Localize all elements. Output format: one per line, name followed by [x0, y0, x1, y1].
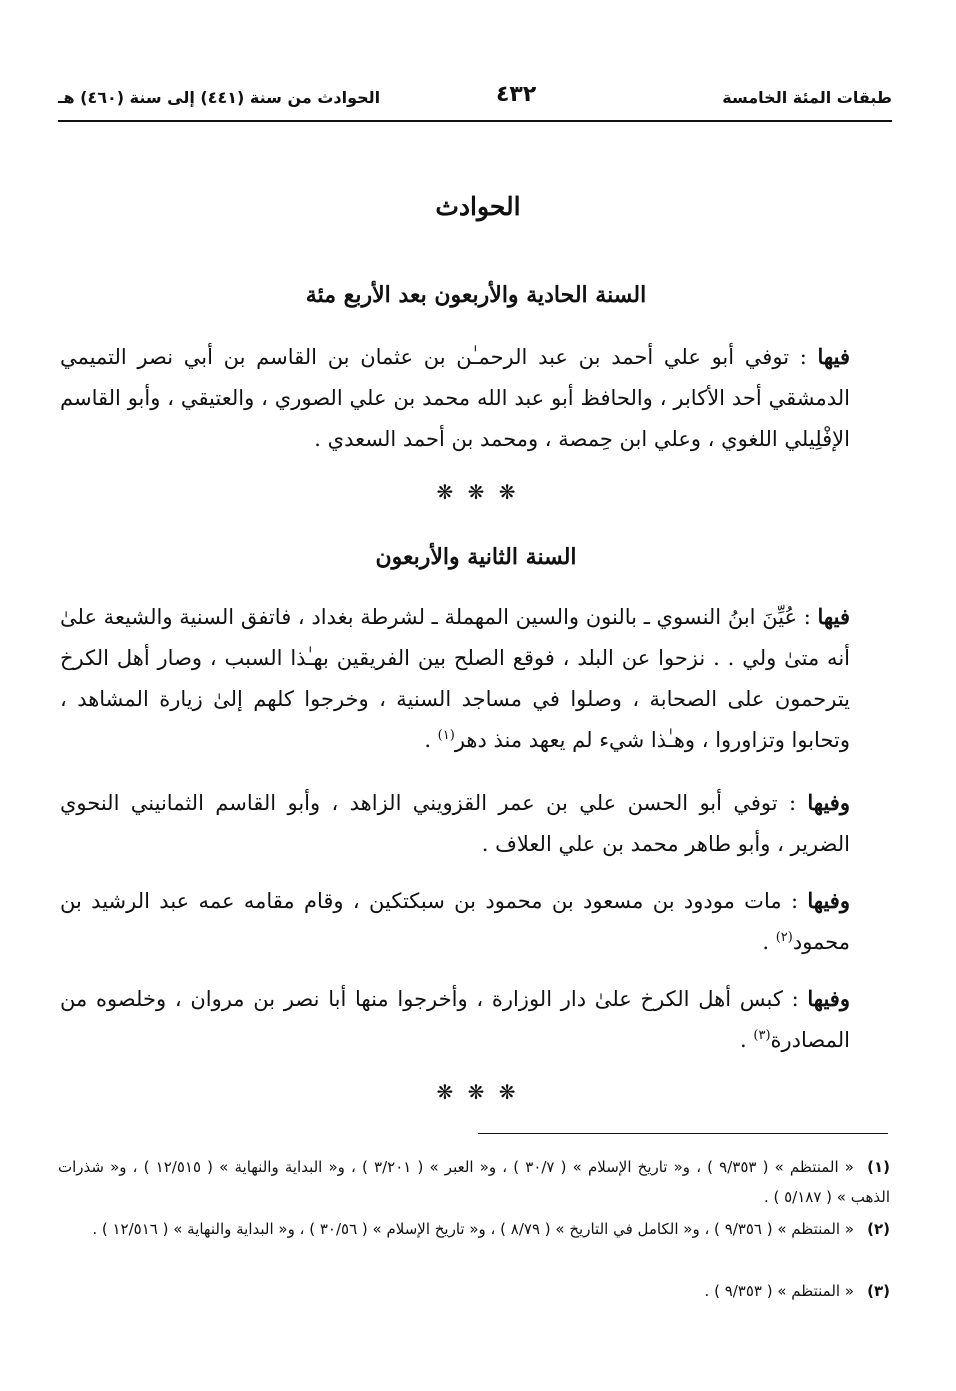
paragraph-text: : توفي أبو الحسن علي بن عمر القزويني الزاهد ، وأبو القاسم الثمانيني النحوي الضرير ، وأبو طاهر محمد بن علي العلاف . — [60, 791, 850, 856]
header-chapter-range: الحوادث من سنة (٤٤١) إلى سنة (٤٦٠) هـ — [58, 88, 381, 107]
paragraph-end: . — [424, 728, 438, 752]
chapter-title: الحوادث — [435, 192, 521, 221]
paragraph-text: : توفي أبو علي أحمد بن عبد الرحمـٰن بن عثمان بن القاسم بن أبي نصر التميمي الدمشقي أحد الأكابر ، والحافظ أبو عبد الله محمد بن علي الصوري ، والعتيقي ، وأبو القاسم الإفْلِيلي اللغوي ، وعلي ابن حِمصة ، ومحمد بن أحمد السعدي . — [60, 345, 850, 451]
paragraph-lead: فيها — [817, 604, 850, 629]
footnote-ref[interactable]: (٣) — [753, 1028, 771, 1043]
header-rule — [58, 120, 892, 122]
footnote-number: (١) — [867, 1158, 890, 1176]
footnote-number: (٢) — [867, 1220, 890, 1238]
section-separator: ❋ ❋ ❋ — [436, 1080, 520, 1104]
section-separator: ❋ ❋ ❋ — [436, 480, 520, 504]
paragraph-text: : عُيِّنَ ابنُ النسوي ـ بالنون والسين المهملة ـ لشرطة بغداد ، فاتفق السنية والشيعة علىٰ أنه متىٰ ولي . . نزحوا عن البلد ، فوقع الصلح بين الفريقين بهـٰذا السبب ، وصار أهل الكرخ يترحمون على الصحابة ، وصلوا في مساجد السنية ، وخرجوا كلهم إلىٰ زيارة المشاهد ، وتحابوا وتزاوروا ، وهـٰذا شيء لم يعهد منذ دهر — [60, 605, 850, 752]
paragraph-441-1 — [60, 336, 890, 460]
footnote-text: « المنتظم » ( ٩/٣٥٦ ) ، و« الكامل في التاريخ » ( ٨/٧٩ ) ، و« تاريخ الإسلام » ( ٣٠/٥٦ ) ، و« البداية والنهاية » ( ١٢/٥١٦ ) . — [92, 1220, 854, 1238]
paragraph-442-2 — [60, 782, 890, 865]
footnote-text: « المنتظم » ( ٩/٣٥٣ ) ، و« تاريخ الإسلام » ( ٣٠/٧ ) ، و« العبر » ( ٣/٢٠١ ) ، و« البداية والنهاية » ( ١٢/٥١٥ ) ، و« شذرات الذهب » ( ٥/١٨٧ ) . — [58, 1158, 890, 1206]
paragraph-lead: فيها — [817, 344, 850, 369]
paragraph-text: : مات مودود بن مسعود بن محمود بن سبكتكين ، وقام مقامه عمه عبد الرشيد بن محمود — [60, 889, 850, 954]
running-header — [58, 82, 892, 116]
page-number: ٤٣٢ — [496, 82, 537, 107]
footnote-number: (٣) — [867, 1282, 890, 1300]
paragraph-442-3 — [60, 880, 890, 963]
footnote-rule — [478, 1133, 888, 1134]
section-heading-441: السنة الحادية والأربعون بعد الأربع مئة — [305, 282, 647, 308]
paragraph-end: . — [740, 1028, 754, 1052]
paragraph-lead: وفيها — [807, 888, 850, 913]
footnote-3 — [58, 1276, 890, 1306]
paragraph-text: : كبس أهل الكرخ علىٰ دار الوزارة ، وأخرجوا منها أبا نصر بن مروان ، وخلصوه من المصادرة — [60, 987, 850, 1052]
section-heading-442: السنة الثانية والأربعون — [375, 544, 577, 570]
footnote-text: « المنتظم » ( ٩/٣٥٣ ) . — [704, 1282, 854, 1300]
paragraph-442-4 — [60, 978, 890, 1061]
paragraph-lead: وفيها — [807, 790, 850, 815]
footnote-2 — [58, 1214, 890, 1244]
footnote-ref[interactable]: (٢) — [775, 930, 793, 945]
footnote-ref[interactable]: (١) — [437, 728, 455, 743]
paragraph-end: . — [762, 930, 776, 954]
footnote-1 — [58, 1152, 890, 1212]
paragraph-lead: وفيها — [807, 986, 850, 1011]
paragraph-442-1 — [60, 596, 890, 761]
header-book-section: طبقات المئة الخامسة — [722, 88, 892, 107]
